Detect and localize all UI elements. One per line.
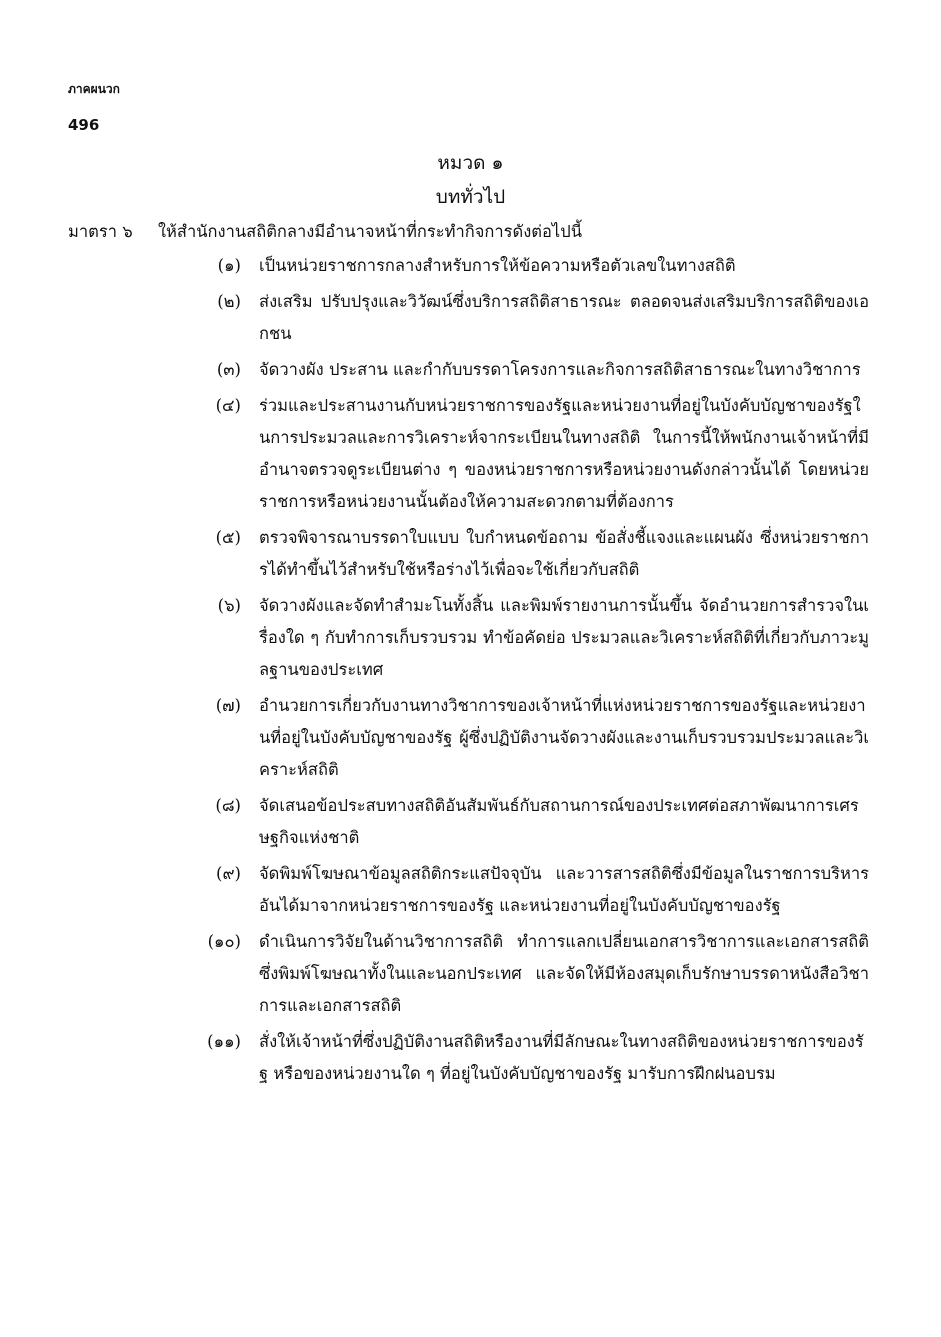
section-text: ให้สำนักงานสถิติกลางมีอำนาจหน้าที่กระทำกิจการดังต่อไปนี้ <box>158 222 582 241</box>
item-text: อำนวยการเกี่ยวกับงานทางวิชาการของเจ้าหน้าที่แห่งหน่วยราชการของรัฐและหน่วยงานที่อยู่ในบังคับบัญชาของรัฐ ผู้ซึ่งปฏิบัติงานจัดวางผังและงานเก็บรวบรวมประมวลและวิเคราะห์สถิติ <box>259 696 869 779</box>
item-number: (๓) <box>216 360 241 379</box>
item-number: (๑๑) <box>207 1032 241 1051</box>
list-item <box>0 858 941 922</box>
list-item <box>0 1026 941 1090</box>
item-number: (๒) <box>217 292 241 311</box>
list-item <box>0 286 941 350</box>
list-item <box>0 790 941 854</box>
section-6 <box>68 219 582 245</box>
section-number: มาตรา ๖ <box>68 222 133 241</box>
item-text: จัดเสนอข้อประสบทางสถิติอันสัมพันธ์กับสถานการณ์ของประเทศต่อสภาพัฒนาการเศรษฐกิจแห่งชาติ <box>259 796 859 847</box>
item-number: (๑) <box>217 256 241 275</box>
list-item <box>0 522 941 586</box>
appendix-header: ภาคผนวก <box>68 82 120 96</box>
list-item <box>0 250 941 282</box>
list-item <box>0 390 941 518</box>
list-item <box>0 690 941 786</box>
item-text: สั่งให้เจ้าหน้าที่ซึ่งปฏิบัติงานสถิติหรืองานที่มีลักษณะในทางสถิติของหน่วยราชการของรัฐ หรือของหน่วยงานใด ๆ ที่อยู่ในบังคับบัญชาของรัฐ มารับการฝึกฝนอบรม <box>259 1032 864 1083</box>
item-number: (๙) <box>216 864 241 883</box>
item-number: (๗) <box>215 696 241 715</box>
page-number: 496 <box>68 116 100 134</box>
item-text: ตรวจพิจารณาบรรดาใบแบบ ใบกำหนดข้อถาม ข้อสั่งชี้แจงและแผนผัง ซึ่งหน่วยราชการได้ทำขึ้นไว้สำหรับใช้หรือร่างไว้เพื่อจะใช้เกี่ยวกับสถิติ <box>259 528 869 579</box>
list-item <box>0 590 941 686</box>
chapter-subtitle: บททั่วไป <box>435 186 506 208</box>
item-text: ดำเนินการวิจัยในด้านวิชาการสถิติ ทำการแลกเปลี่ยนเอกสารวิชาการและเอกสารสถิติ ซึ่งพิมพ์โฆษณาทั้งในและนอกประเทศ และจัดให้มีห้องสมุดเก็บรักษาบรรดาหนังสือวิชาการและเอกสารสถิติ <box>259 932 869 1015</box>
item-text: จัดวางผัง ประสาน และกำกับบรรดาโครงการและกิจการสถิติสาธารณะในทางวิชาการ <box>259 360 861 379</box>
item-number: (๕) <box>215 528 241 547</box>
chapter-title: หมวด ๑ <box>437 152 504 174</box>
item-number: (๖) <box>217 596 241 615</box>
item-number: (๘) <box>215 796 241 815</box>
item-number: (๑๐) <box>207 932 241 951</box>
item-number: (๔) <box>215 396 241 415</box>
list-item <box>0 926 941 1022</box>
item-text: จัดวางผังและจัดทำสำมะโนทั้งสิ้น และพิมพ์รายงานการนั้นขึ้น จัดอำนวยการสำรวจในเรื่องใด ๆ กับทำการเก็บรวบรวม ทำข้อคัดย่อ ประมวลและวิเคราะห์สถิติที่เกี่ยวกับภาวะมูลฐานของประเทศ <box>259 596 869 679</box>
item-text: ส่งเสริม ปรับปรุงและวิวัฒน์ซึ่งบริการสถิติสาธารณะ ตลอดจนส่งเสริมบริการสถิติของเอกชน <box>259 292 869 343</box>
item-text: เป็นหน่วยราชการกลางสำหรับการให้ข้อความหรือตัวเลขในทางสถิติ <box>259 256 736 275</box>
item-text: ร่วมและประสานงานกับหน่วยราชการของรัฐและหน่วยงานที่อยู่ในบังคับบัญชาของรัฐในการประมวลและการวิเคราะห์จากระเบียนในทางสถิติ ในการนี้ให้พนักงานเจ้าหน้าที่มีอำนาจตรวจดูระเบียนต่าง ๆ ของหน่วยราชการหรือหน่วยงานดังกล่าวนั้นได้ โดยหน่วยราชการหรือหน่วยงานนั้นต้องให้ความสะดวกตามที่ต้องการ <box>259 396 869 511</box>
item-list <box>0 250 941 1094</box>
item-text: จัดพิมพ์โฆษณาข้อมูลสถิติกระแสปัจจุบัน และวารสารสถิติซึ่งมีข้อมูลในราชการบริหารอันได้มาจากหน่วยราชการของรัฐ และหน่วยงานที่อยู่ในบังคับบัญชาของรัฐ <box>259 864 869 915</box>
list-item <box>0 354 941 386</box>
